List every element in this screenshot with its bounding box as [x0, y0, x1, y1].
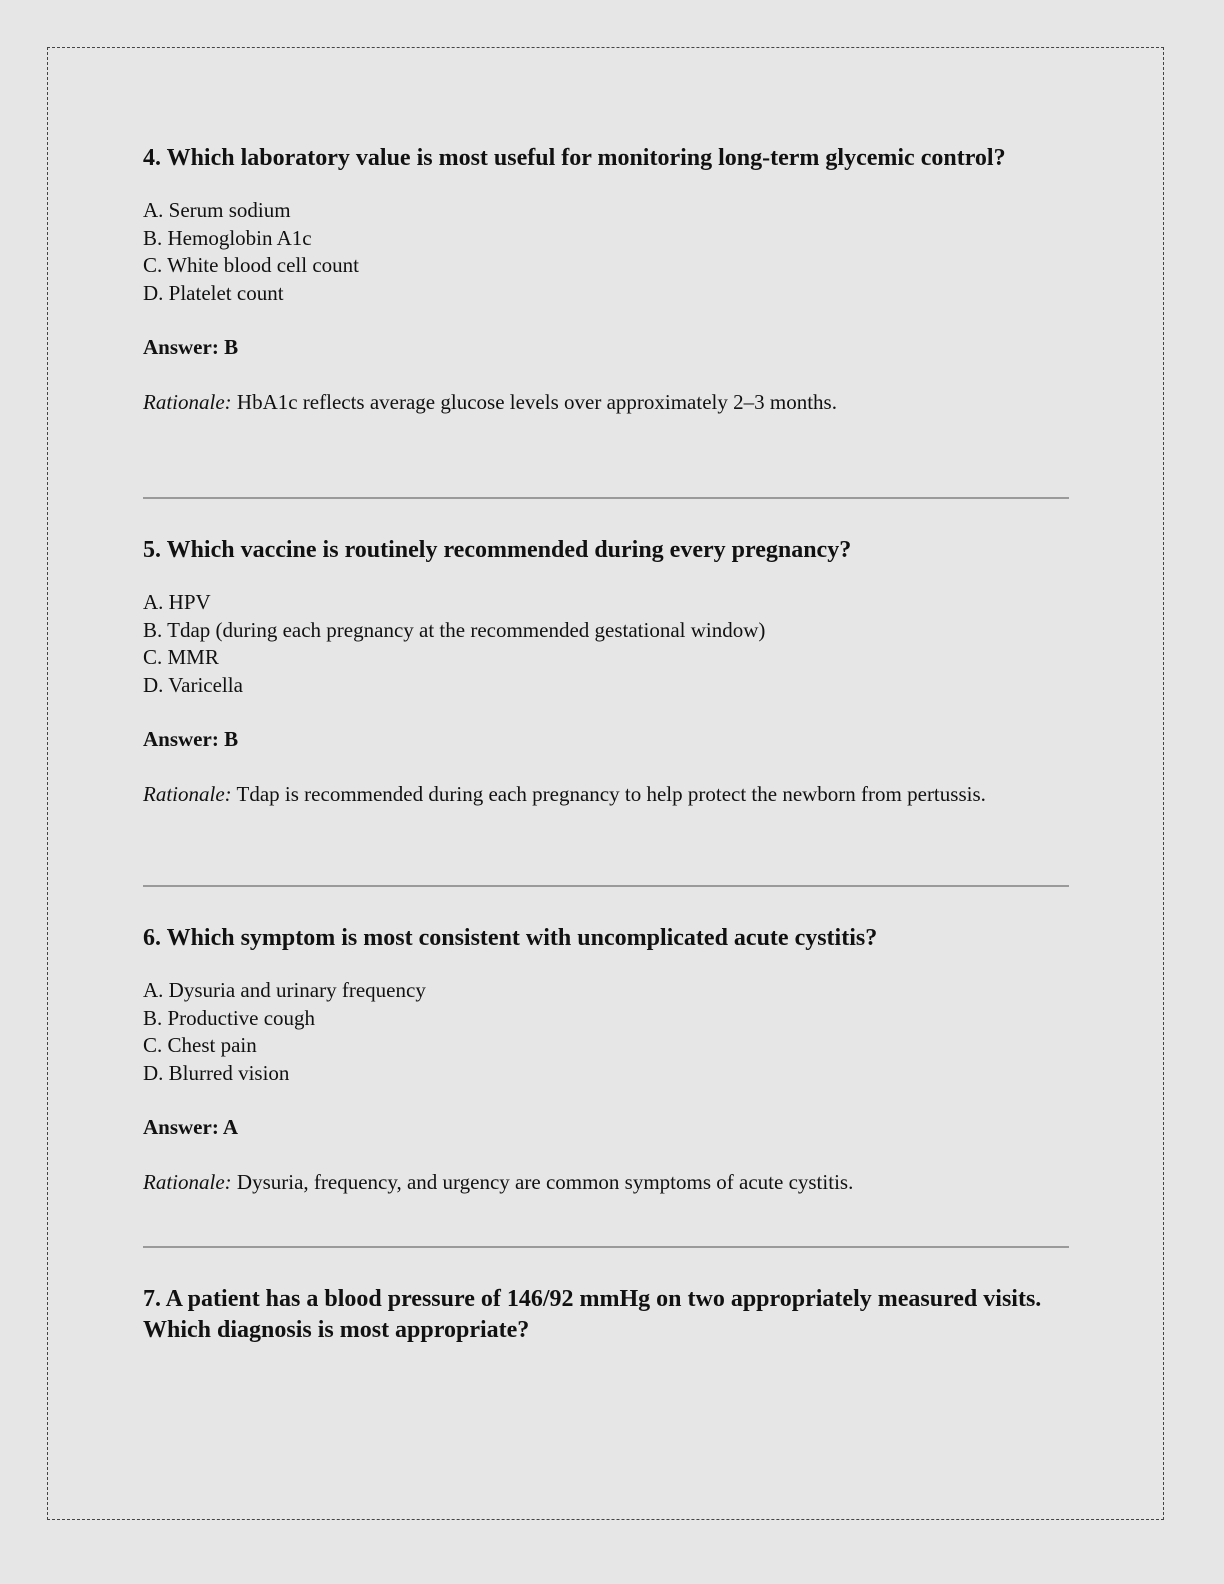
question-title: 5. Which vaccine is routinely recommended during every pregnancy?	[143, 537, 852, 563]
question-5	[143, 535, 1069, 808]
option-a: A. Serum sodium	[143, 198, 291, 222]
option-a: A. HPV	[143, 590, 211, 614]
rationale-label: Rationale:	[143, 782, 232, 806]
question-title: 7. A patient has a blood pressure of 146/92 mmHg on two appropriately measured visits. Which diagnosis is most appropriate?	[143, 1286, 1042, 1343]
option-b: B. Productive cough	[143, 1005, 316, 1030]
rationale-label: Rationale:	[143, 390, 232, 414]
option-d: D. Platelet count	[143, 280, 284, 305]
rationale	[143, 1168, 1069, 1196]
option-b: B. Tdap (during each pregnancy at the recommended gestational window)	[143, 617, 766, 642]
rationale-text: Tdap is recommended during each pregnancy to help protect the newborn from pertussis.	[231, 782, 986, 806]
option-c: C. White blood cell count	[143, 253, 359, 277]
divider	[143, 1246, 1069, 1248]
divider	[143, 497, 1069, 499]
answer: Answer: B	[143, 335, 239, 359]
option-b: B. Hemoglobin A1c	[143, 225, 312, 250]
question-7	[143, 1284, 1069, 1346]
rationale-label: Rationale:	[143, 1170, 232, 1194]
question-6	[143, 923, 1069, 1196]
option-c: C. Chest pain	[143, 1033, 257, 1057]
option-d: D. Blurred vision	[143, 1060, 290, 1085]
rationale	[143, 388, 1069, 416]
options-list	[143, 977, 1069, 1087]
rationale-text: Dysuria, frequency, and urgency are common symptoms of acute cystitis.	[231, 1170, 854, 1194]
option-d: D. Varicella	[143, 672, 243, 697]
rationale	[143, 780, 1069, 808]
question-title: 4. Which laboratory value is most useful for monitoring long-term glycemic control?	[143, 145, 1006, 171]
options-list	[143, 589, 1069, 699]
question-4	[143, 143, 1069, 416]
divider	[143, 885, 1069, 887]
option-a: A. Dysuria and urinary frequency	[143, 978, 426, 1002]
question-title: 6. Which symptom is most consistent with uncomplicated acute cystitis?	[143, 925, 878, 951]
answer: Answer: A	[143, 1115, 239, 1139]
option-c: C. MMR	[143, 645, 219, 669]
rationale-text: HbA1c reflects average glucose levels over approximately 2–3 months.	[231, 390, 837, 414]
options-list	[143, 197, 1069, 307]
answer: Answer: B	[143, 727, 239, 751]
